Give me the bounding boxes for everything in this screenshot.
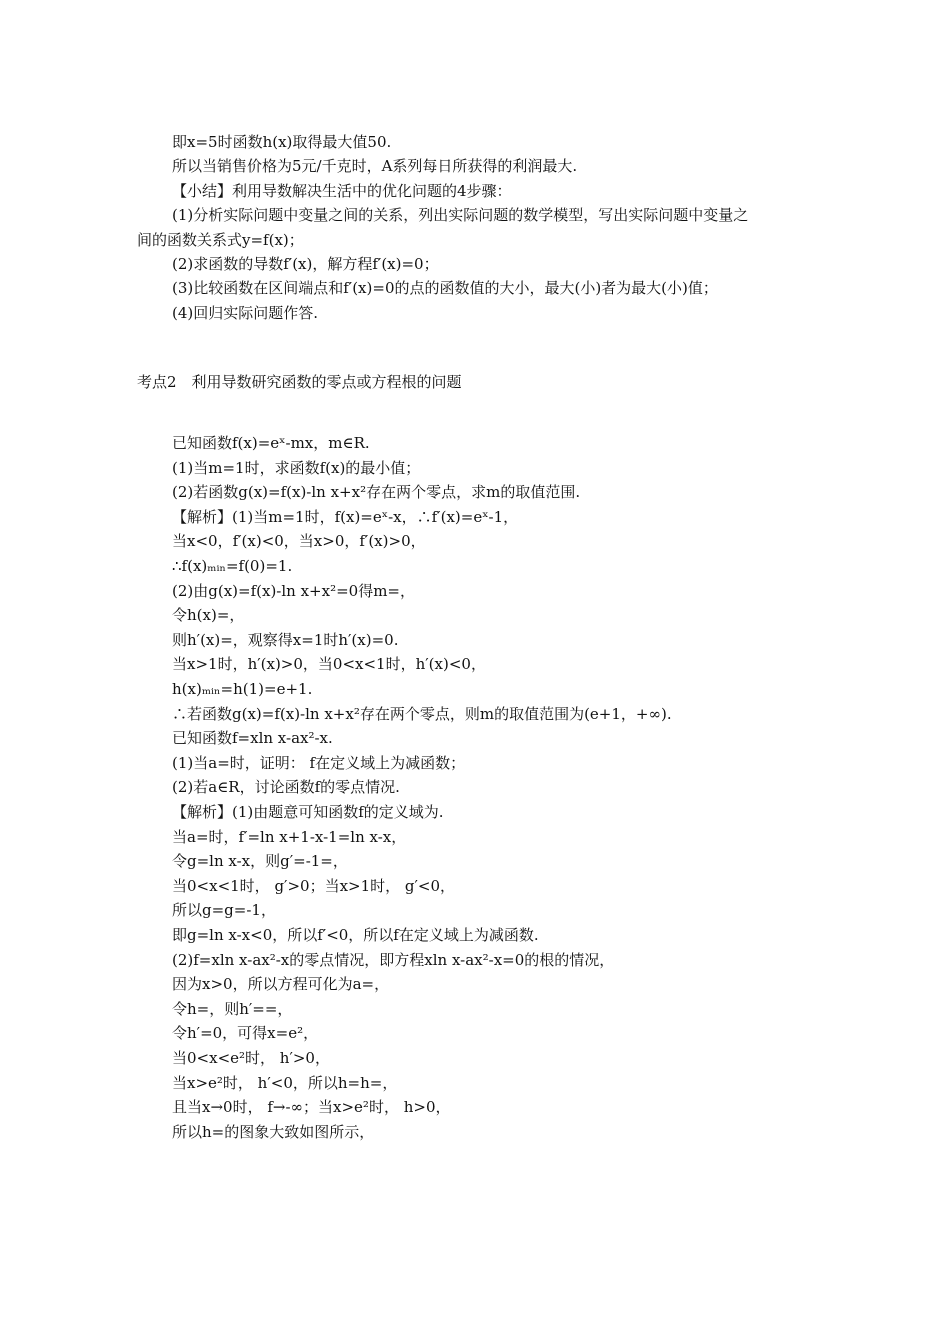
text-line: 令h(x)=，: [172, 606, 245, 625]
section-heading: 考点2 利用导数研究函数的零点或方程根的问题: [137, 373, 462, 391]
text-line: 令g=ln x-x，则g′=-1=，: [172, 852, 348, 871]
text-line: 当0<x<1时， g′>0；当x>1时， g′<0，: [172, 876, 456, 895]
text-line: (2)若a∈R，讨论函数f的零点情况.: [172, 778, 400, 797]
text-line: 当0<x<e²时， h′>0，: [172, 1049, 330, 1067]
text-line: ∴若函数g(x)=f(x)-ln x+x²存在两个零点，则m的取值范围为(e+1，+∞).: [172, 704, 672, 723]
text-line: 则h′(x)=，观察得x=1时h′(x)=0.: [172, 630, 399, 649]
text-line: (2)由g(x)=f(x)-ln x+x²=0得m=，: [172, 581, 415, 600]
text-line: 当x>e²时， h′<0，所以h=h=，: [172, 1073, 398, 1092]
text-line: 且当x→0时， f→-∞；当x>e²时， h>0，: [172, 1098, 451, 1117]
text-line: (3)比较函数在区间端点和f′(x)=0的点的函数值的大小，最大(小)者为最大(小)值；: [172, 279, 718, 298]
text-line: (2)f=xln x-ax²-x的零点情况，即方程xln x-ax²-x=0的根的情况，: [172, 950, 615, 969]
text-line: 间的函数关系式y=f(x)；: [137, 230, 304, 249]
text-line: 令h′=0，可得x=e²，: [172, 1024, 319, 1043]
text-line: (2)若函数g(x)=f(x)-ln x+x²存在两个零点，求m的取值范围.: [172, 483, 581, 502]
text-line: (4)回归实际问题作答.: [172, 303, 319, 322]
text-line: (1)分析实际问题中变量之间的关系，列出实际问题的数学模型，写出实际问题中变量之: [172, 206, 749, 225]
text-line: 已知函数f=xln x-ax²-x.: [172, 729, 333, 748]
text-line: 当x>1时，h′(x)>0，当0<x<1时，h′(x)<0，: [172, 655, 486, 674]
text-line: h(x)ₘᵢₙ=h(1)=e+1.: [172, 680, 313, 698]
text-line: 【小结】利用导数解决生活中的优化问题的4步骤：: [172, 181, 512, 200]
text-line: 令h=，则h′==，: [172, 999, 293, 1018]
text-line: (1)当m=1时，求函数f(x)的最小值；: [172, 458, 421, 477]
text-line: (1)当a=时，证明： f在定义域上为减函数；: [172, 753, 466, 772]
text-line: 当x<0，f′(x)<0，当x>0，f′(x)>0，: [172, 532, 426, 551]
text-line: 已知函数f(x)=eˣ-mx，m∈R.: [172, 434, 370, 452]
text-line: 即x=5时函数h(x)取得最大值50.: [172, 133, 392, 151]
text-line: 因为x>0，所以方程可化为a=，: [172, 975, 390, 994]
text-line: (2)求函数的导数f′(x)，解方程f′(x)=0；: [172, 255, 439, 273]
text-line: ∴f(x)ₘᵢₙ=f(0)=1.: [172, 557, 293, 575]
text-line: 所以当销售价格为5元/千克时，A系列每日所获得的利润最大.: [172, 157, 578, 176]
text-line: 当a=时，f′=ln x+1-x-1=ln x-x，: [172, 827, 407, 846]
text-line: 【解析】(1)当m=1时，f(x)=eˣ-x，∴f′(x)=eˣ-1，: [172, 507, 519, 526]
text-line: 即g=ln x-x<0，所以f′<0，所以f在定义域上为减函数.: [172, 926, 539, 944]
text-line: 【解析】(1)由题意可知函数f的定义域为.: [172, 803, 444, 821]
text-line: 所以h=的图象大致如图所示，: [172, 1122, 375, 1141]
text-line: 所以g=g=-1，: [172, 901, 276, 920]
